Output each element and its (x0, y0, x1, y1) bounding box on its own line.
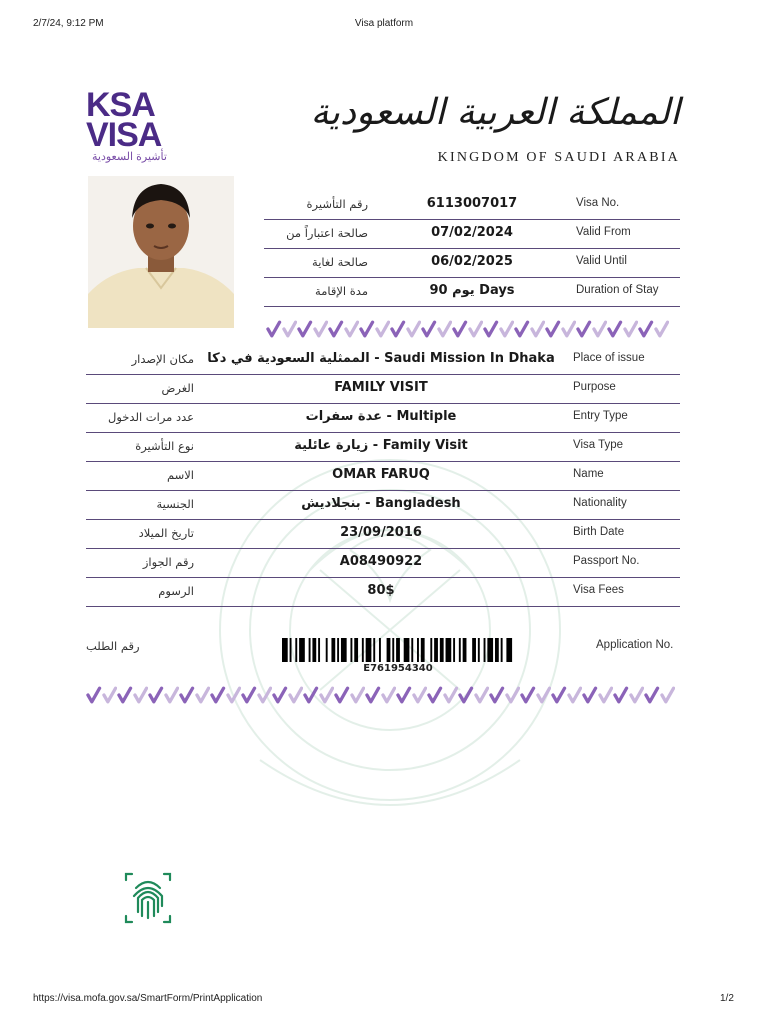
check-mark-icon (437, 320, 453, 338)
check-mark-icon (257, 686, 273, 704)
entry-type-label-en: Entry Type (573, 410, 628, 422)
visa-type-row (86, 432, 680, 462)
visa-number-row (264, 190, 680, 220)
check-mark-icon (421, 320, 437, 338)
applicant-photo (88, 176, 234, 328)
nationality-row (86, 490, 680, 520)
duration-label-ar: مدة الإقامة (315, 284, 368, 298)
duration-value: 90 يوم Days (429, 283, 515, 298)
valid-until-label-en: Valid Until (576, 255, 627, 267)
check-mark-icon (344, 320, 360, 338)
purpose-value: FAMILY VISIT (334, 380, 428, 395)
check-mark-icon (241, 686, 257, 704)
check-mark-icon (334, 686, 350, 704)
purpose-row (86, 374, 680, 404)
check-mark-icon (412, 686, 428, 704)
name-label-ar: الاسم (166, 468, 194, 482)
check-mark-icon (117, 686, 133, 704)
purpose-label-ar: الغرض (161, 381, 194, 395)
check-mark-icon (592, 320, 608, 338)
valid-from-label-ar: صالحة اعتباراً من (286, 226, 368, 240)
check-mark-icon (381, 686, 397, 704)
print-datetime: 2/7/24, 9:12 PM (33, 18, 104, 29)
visa-number-value: 6113007017 (426, 196, 518, 211)
visa-number-label-ar: رقم التأشيرة (306, 197, 368, 211)
check-mark-icon (474, 686, 490, 704)
check-mark-icon (359, 320, 375, 338)
check-mark-icon (350, 686, 366, 704)
check-mark-icon (536, 686, 552, 704)
purpose-label-en: Purpose (573, 381, 616, 393)
check-mark-icon (210, 686, 226, 704)
check-mark-icon (514, 320, 530, 338)
check-mark-icon (489, 686, 505, 704)
nationality-value: بنجلاديش - Bangladesh (301, 496, 461, 511)
birth-date-label-ar: تاريخ الميلاد (138, 526, 194, 540)
check-mark-icon (319, 686, 335, 704)
valid-until-row (264, 248, 680, 278)
valid-from-value: 07/02/2024 (431, 225, 513, 240)
check-mark-icon (468, 320, 484, 338)
check-mark-icon (365, 686, 381, 704)
nationality-label-en: Nationality (573, 497, 627, 509)
check-mark-icon (567, 686, 583, 704)
duration-label-en: Duration of Stay (576, 284, 659, 296)
check-mark-icon (545, 320, 561, 338)
check-mark-icon (483, 320, 499, 338)
entry-type-row (86, 403, 680, 433)
visa-type-label-ar: نوع التأشيرة (135, 439, 194, 453)
nationality-label-ar: الجنسية (156, 497, 194, 511)
application-number-value: E761954340 (363, 663, 433, 674)
ksa-logo-line1: KSA (86, 86, 155, 124)
ksa-logo-arabic: تأشيرة السعودية (92, 151, 167, 163)
check-mark-icon (179, 686, 195, 704)
place-of-issue-value: الممثلية السعودية في دكا - Saudi Mission In Dhaka (207, 351, 555, 366)
print-page-number: 1/2 (720, 993, 734, 1004)
check-mark-icon (303, 686, 319, 704)
check-mark-icon (406, 320, 422, 338)
passport-number-label-en: Passport No. (573, 555, 640, 567)
check-mark-icon (443, 686, 459, 704)
passport-number-row (86, 548, 680, 578)
check-mark-icon (328, 320, 344, 338)
valid-until-label-ar: صالحة لغاية (312, 255, 368, 269)
duration-of-stay-row (264, 277, 680, 307)
check-mark-icon (530, 320, 546, 338)
entry-type-label-ar: عدد مرات الدخول (108, 410, 194, 424)
application-number-label-ar: رقم الطلب (86, 639, 140, 653)
check-mark-icon (582, 686, 598, 704)
print-url[interactable]: https://visa.mofa.gov.sa/SmartForm/PrintApplication (33, 993, 263, 1004)
place-of-issue-label-ar: مكان الإصدار (131, 352, 194, 366)
check-mark-icon (607, 320, 623, 338)
place-of-issue-label-en: Place of issue (573, 352, 645, 364)
check-mark-icon (551, 686, 567, 704)
kingdom-english-title: KINGDOM OF SAUDI ARABIA (437, 150, 680, 165)
check-mark-icon (164, 686, 180, 704)
check-mark-icon (505, 686, 521, 704)
check-mark-icon (226, 686, 242, 704)
check-mark-icon (297, 320, 313, 338)
birth-date-label-en: Birth Date (573, 526, 625, 538)
check-mark-icon (520, 686, 536, 704)
check-mark-icon (499, 320, 515, 338)
visa-fees-row (86, 577, 680, 607)
check-mark-icon (375, 320, 391, 338)
check-mark-icon (644, 686, 660, 704)
valid-from-row (264, 219, 680, 249)
decorative-tick-divider (266, 320, 682, 340)
application-barcode (282, 638, 514, 662)
visa-fees-label-en: Visa Fees (573, 584, 624, 596)
check-mark-icon (660, 686, 676, 704)
visa-number-label-en: Visa No. (576, 197, 620, 209)
birth-date-row (86, 519, 680, 549)
fingerprint-icon (122, 870, 174, 926)
place-of-issue-row (86, 345, 680, 375)
check-mark-icon (195, 686, 211, 704)
visa-type-label-en: Visa Type (573, 439, 624, 451)
check-mark-icon (288, 686, 304, 704)
visa-fees-value: 80$ (367, 583, 395, 598)
check-mark-icon (561, 320, 577, 338)
valid-until-value: 06/02/2025 (431, 254, 513, 269)
check-mark-icon (629, 686, 645, 704)
check-mark-icon (576, 320, 592, 338)
check-mark-icon (148, 686, 164, 704)
name-row (86, 461, 680, 491)
ksa-logo-line2: VISA (86, 116, 162, 154)
name-label-en: Name (573, 468, 604, 480)
name-value: OMAR FARUQ (332, 467, 430, 482)
visa-type-value: زيارة عائلية - Family Visit (294, 438, 468, 453)
passport-number-value: A08490922 (339, 554, 423, 569)
check-mark-icon (313, 320, 329, 338)
visa-fees-label-ar: الرسوم (158, 584, 194, 598)
print-title: Visa platform (354, 18, 414, 29)
valid-from-label-en: Valid From (576, 226, 631, 238)
check-mark-icon (623, 320, 639, 338)
check-mark-icon (133, 686, 149, 704)
check-mark-icon (266, 320, 282, 338)
check-mark-icon (272, 686, 288, 704)
check-mark-icon (458, 686, 474, 704)
passport-number-label-ar: رقم الجواز (142, 555, 194, 569)
application-number-label-en: Application No. (596, 639, 674, 651)
ksa-visa-logo (86, 86, 167, 164)
check-mark-icon (102, 686, 118, 704)
check-mark-icon (390, 320, 406, 338)
check-mark-icon (598, 686, 614, 704)
check-mark-icon (654, 320, 670, 338)
check-mark-icon (613, 686, 629, 704)
entry-type-value: عدة سفرات - Multiple (305, 409, 457, 424)
check-mark-icon (396, 686, 412, 704)
kingdom-arabic-calligraphy: المملكة العربية السعودية (310, 92, 680, 133)
check-mark-icon (86, 686, 102, 704)
birth-date-value: 23/09/2016 (340, 525, 422, 540)
check-mark-icon (427, 686, 443, 704)
check-mark-icon (282, 320, 298, 338)
check-mark-icon (638, 320, 654, 338)
check-mark-icon (452, 320, 468, 338)
decorative-tick-divider-bottom (86, 686, 686, 706)
